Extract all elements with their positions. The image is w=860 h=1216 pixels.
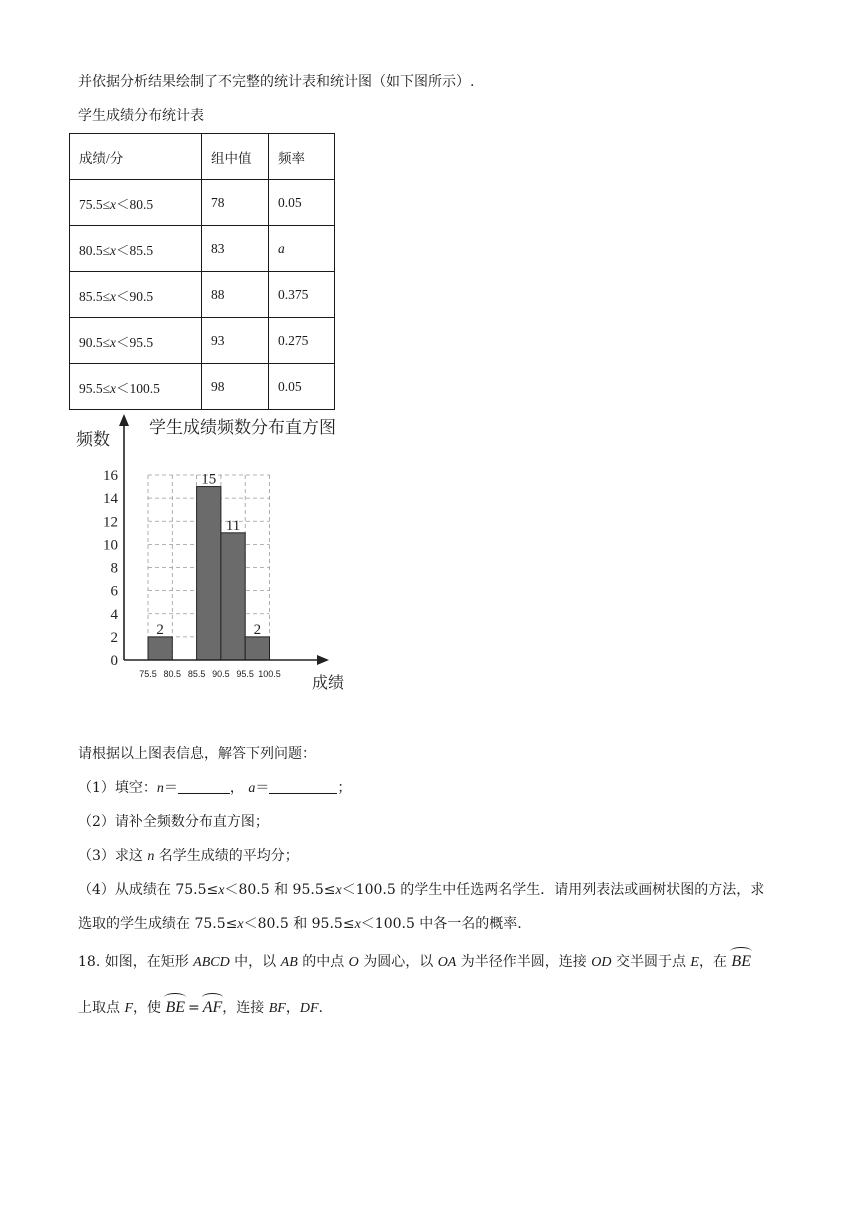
problem-18-line-1: 18. 如图，在矩形 ABCD 中，以 AB 的中点 O 为圆心，以 OA 为半径作半圆，连接 OD 交半圆于点 E，在 BE (78, 953, 751, 970)
cell-range: 85.5≤x＜90.5 (70, 272, 202, 318)
question-4-line-1: （4）从成绩在 75.5≤x＜80.5 和 95.5≤x＜100.5 的学生中任选两名学生．请用列表法或画树状图的方法，求 (78, 882, 765, 898)
cell-range: 95.5≤x＜100.5 (70, 364, 202, 410)
table-header-row (70, 134, 335, 180)
cell-midpoint: 98 (202, 364, 269, 410)
y-tick-label: 8 (110, 560, 118, 577)
cell-frequency: 0.375 (269, 272, 335, 318)
frequency-histogram (70, 410, 360, 695)
arc-af: AF (202, 999, 223, 1016)
answer-blank-a (269, 779, 337, 794)
x-tick-label: 90.5 (212, 669, 230, 679)
x-tick-label: 85.5 (187, 669, 206, 679)
x-axis-label: 成绩 (312, 673, 345, 692)
header-frequency: 频率 (269, 134, 335, 180)
y-tick-label: 12 (103, 514, 118, 531)
header-midpoint: 组中值 (202, 134, 269, 180)
table-row (70, 226, 335, 272)
bar-value-label: 11 (225, 517, 241, 534)
answer-blank-n (178, 779, 230, 794)
y-tick-label: 16 (103, 468, 118, 484)
cell-frequency: 0.05 (269, 180, 335, 226)
cell-range: 90.5≤x＜95.5 (70, 318, 202, 364)
histogram-bar (148, 637, 172, 660)
y-tick-label: 14 (103, 491, 118, 508)
x-tick-label: 100.5 (258, 669, 281, 679)
header-score: 成绩/分 (70, 134, 202, 180)
arc-be: BE (165, 999, 186, 1016)
questions-lead: 请根据以上图表信息，解答下列问题： (78, 746, 316, 762)
histogram-bar (221, 533, 245, 660)
histogram-bar (197, 487, 221, 660)
cell-midpoint: 88 (202, 272, 269, 318)
problem-18-line-2: 上取点 F，使 BE = AF，连接 BF，DF. (78, 999, 323, 1016)
y-tick-label: 6 (110, 583, 118, 600)
stats-table (69, 133, 335, 410)
x-tick-label: 95.5 (236, 669, 254, 679)
x-tick-label: 75.5 (139, 669, 157, 679)
table-row (70, 180, 335, 226)
question-3: （3）求这 n 名学生成绩的平均分； (78, 848, 299, 864)
bar-value-label: 2 (253, 621, 262, 638)
y-tick-label: 0 (110, 653, 118, 669)
y-tick-label: 10 (103, 537, 118, 554)
x-tick-label: 80.5 (163, 669, 182, 679)
cell-range: 75.5≤x＜80.5 (70, 180, 202, 226)
table-row (70, 272, 335, 318)
cell-midpoint: 78 (202, 180, 269, 226)
cell-midpoint: 83 (202, 226, 269, 272)
histogram-bar (245, 637, 269, 660)
cell-midpoint: 93 (202, 318, 269, 364)
y-tick-label: 4 (110, 606, 118, 623)
table-title: 学生成绩分布统计表 (78, 108, 204, 124)
bar-value-label: 15 (201, 471, 217, 488)
question-1: （1）填空：n＝ ， a＝ ； (78, 780, 352, 796)
y-tick-label: 2 (110, 629, 118, 646)
arc-be: BE (731, 953, 751, 970)
cell-frequency: 0.275 (269, 318, 335, 364)
intro-text: 并依据分析结果绘制了不完整的统计表和统计图（如下图所示）. (78, 74, 475, 90)
table-row (70, 364, 335, 410)
cell-frequency: a (269, 226, 335, 272)
cell-range: 80.5≤x＜85.5 (70, 226, 202, 272)
question-2: （2）请补全频数分布直方图； (78, 814, 269, 830)
y-axis-label: 频数 (76, 430, 110, 450)
cell-frequency: 0.05 (269, 364, 335, 410)
bar-value-label: 2 (156, 621, 164, 638)
chart-title: 学生成绩频数分布直方图 (149, 418, 336, 438)
question-4-line-2: 选取的学生成绩在 75.5≤x＜80.5 和 95.5≤x＜100.5 中各一名的概率. (78, 916, 522, 932)
table-row (70, 318, 335, 364)
y-axis-arrow-icon (119, 414, 129, 426)
x-axis-arrow-icon (317, 655, 329, 665)
